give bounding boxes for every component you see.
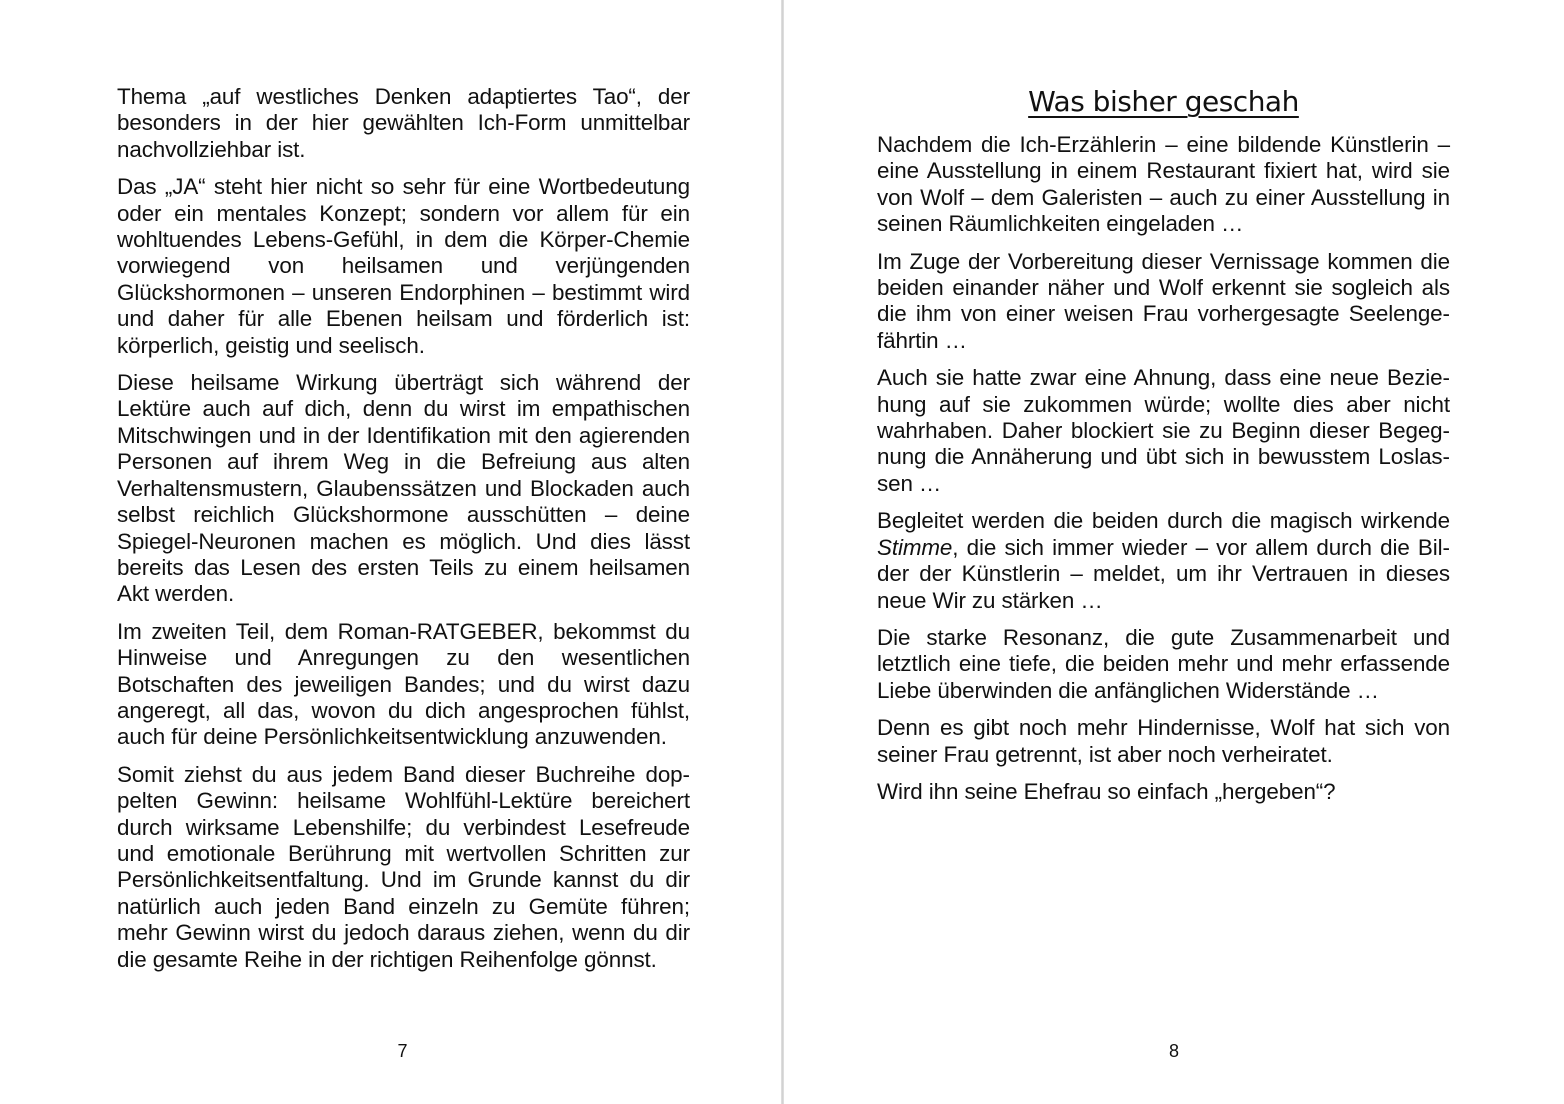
paragraph-fragment: Begleitet werden die beiden durch die magisch wirkende: [877, 508, 1450, 534]
paragraph: Im Zuge der Vorbereitung dieser Vernissage kommen die beiden einander näher und Wolf erkennt sie sogleich als die ihm von einer weisen Frau vorhergesagte Seelengefährtin …: [877, 248, 1450, 353]
left-page-body: [117, 84, 690, 984]
paragraph: Nachdem die Ich-Erzählerin – eine bildende Künstlerin – eine Ausstellung in einem Restaurant fixiert hat, wird sie von Wolf – dem Galeristen – auch zu einer Ausstellung in seinen Räumlichkeiten eingeladen …: [877, 132, 1450, 237]
paragraph: Denn es gibt noch mehr Hindernisse, Wolf hat sich von seiner Frau getrennt, ist aber noch verheiratet.: [877, 715, 1450, 767]
italic-word: Stimme: [877, 534, 953, 560]
paragraph: Wird ihn seine Ehefrau so einfach „hergeben“?: [877, 778, 1336, 804]
page-number: 8: [1168, 1041, 1179, 1061]
right-page-body: [877, 132, 1450, 816]
paragraph: Auch sie hatte zwar eine Ahnung, dass eine neue Beziehung auf sie zukommen würde; wollte dies aber nicht wahrhaben. Daher blockiert sie zu Beginn dieser Begegnung die Annäherung und übt sich in bewusstem Loslassen …: [877, 365, 1450, 496]
paragraph: Somit ziehst du aus jedem Band dieser Buchreihe doppelten Gewinn: heilsame Wohlfühl-Lektüre bereichert durch wirksame Lebenshilfe; du verbindest Lesefreude und emotionale Berührung mit wertvollen Schritten zur Persönlichkeitsentfaltung. Und im Grunde kannst du dir natürlich auch jeden Band einzeln zu Gemüte führen; mehr Gewinn wirst du jedoch daraus ziehen, wenn du dir die gesamte Reihe in der richtigen Reihenfolge gönnst.: [117, 761, 690, 972]
paragraph: Die starke Resonanz, die gute Zusammenarbeit und letztlich eine tiefe, die beiden mehr und mehr erfassende Liebe überwinden die anfänglichen Widerstände …: [877, 624, 1450, 703]
paragraph-stimme: [877, 508, 1450, 614]
section-heading-text: Was bisher geschah: [1028, 85, 1299, 118]
section-heading: [877, 84, 1450, 120]
paragraph: Thema „auf westliches Denken adaptiertes Tao“, der besonders in der hier gewählten Ich-Form unmittelbar nachvollziehbar ist.: [117, 84, 690, 162]
paragraph: Im zweiten Teil, dem Roman-RATGEBER, bekommst du Hinweise und Anregungen zu den wesentlichen Botschaften des jeweiligen Bandes; und du wirst dazu angeregt, all das, wovon du dich angesprochen fühlst, auch für deine Persönlichkeitsentwicklung anzuwenden.: [117, 618, 690, 750]
paragraph-fragment: , die sich immer wieder – vor allem durch die Bilder der Künstlerin – meldet, um ihr Vertrauen in dieses neue Wir zu stärken …: [877, 534, 1450, 613]
page-number: 7: [397, 1041, 408, 1061]
left-page: [0, 0, 781, 1104]
paragraph: Das „JA“ steht hier nicht so sehr für eine Wortbedeutung oder ein mentales Konzept; sondern vor allem für ein wohltuendes Lebens-Gefühl, in dem die Körper-Chemie vorwiegend von heilsamen und verjüngenden Glückshormonen – unseren Endorphinen – bestimmt wird und daher für alle Ebenen heilsam und förderlich ist: körperlich, geistig und seelisch.: [117, 174, 690, 358]
paragraph: Diese heilsame Wirkung überträgt sich während der Lektüre auch auf dich, denn du wirst im empathischen Mitschwingen und in der Identifikation mit den agierenden Personen auf ihrem Weg in die Befreiung aus alten Verhaltensmustern, Glaubenssätzen und Blockaden auch selbst reichlich Glückshormone ausschütten – deine Spiegel-Neuronen machen es möglich. Und dies lässt bereits das Lesen des ersten Teils zu einem heilsamen Akt werden.: [117, 370, 690, 607]
right-page: [784, 0, 1564, 1104]
